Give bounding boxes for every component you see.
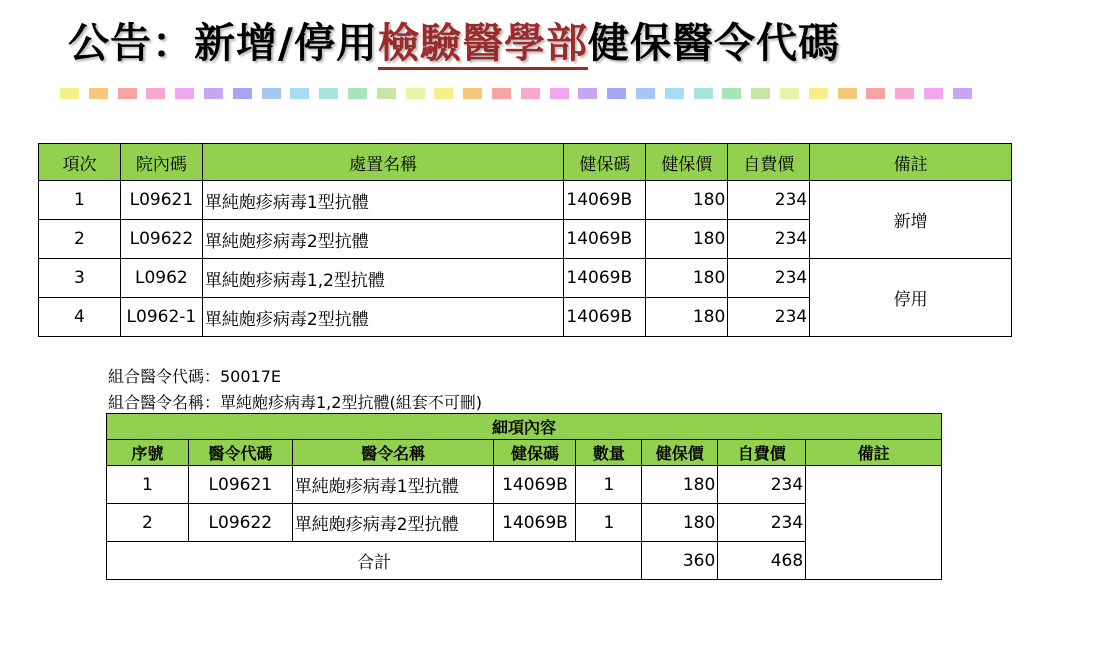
header-quantity: 數量 xyxy=(576,440,642,466)
order-change-table xyxy=(38,143,1012,337)
decorative-square xyxy=(319,88,338,99)
order-code: L09622 xyxy=(188,504,292,542)
item-no: 1 xyxy=(39,181,121,220)
decorative-square xyxy=(607,88,626,99)
remark-cell: 停用 xyxy=(810,259,1012,337)
title-prefix: 公告：新增/停用 xyxy=(68,19,378,67)
seq-no: 1 xyxy=(107,466,189,504)
decorative-square xyxy=(809,88,828,99)
hospital-code: L0962 xyxy=(120,259,202,298)
decorative-square xyxy=(866,88,885,99)
decorative-dot-strip xyxy=(60,88,972,100)
total-label: 合計 xyxy=(107,542,642,580)
decorative-square xyxy=(492,88,511,99)
quantity: 1 xyxy=(576,466,642,504)
decorative-square xyxy=(406,88,425,99)
nhi-code: 14069B xyxy=(564,181,646,220)
header-nhi-price: 健保價 xyxy=(646,144,728,181)
decorative-square xyxy=(953,88,972,99)
header-order-code: 醫令代碼 xyxy=(188,440,292,466)
title-highlight: 檢驗醫學部 xyxy=(378,19,588,70)
nhi-price: 180 xyxy=(642,504,718,542)
procedure-name: 單純皰疹病毒1型抗體 xyxy=(202,181,564,220)
remark-cell xyxy=(806,466,942,580)
quantity: 1 xyxy=(576,504,642,542)
decorative-square xyxy=(751,88,770,99)
table-row xyxy=(39,259,1012,298)
header-remark: 備註 xyxy=(806,440,942,466)
header-self-price: 自費價 xyxy=(718,440,806,466)
decorative-square xyxy=(636,88,655,99)
decorative-square xyxy=(521,88,540,99)
combo-detail-table xyxy=(106,413,942,580)
header-item-no: 項次 xyxy=(39,144,121,181)
self-price: 234 xyxy=(728,298,810,337)
nhi-code: 14069B xyxy=(494,504,576,542)
decorative-square xyxy=(895,88,914,99)
nhi-code: 14069B xyxy=(564,298,646,337)
decorative-square xyxy=(463,88,482,99)
header-nhi-price: 健保價 xyxy=(642,440,718,466)
decorative-square xyxy=(290,88,309,99)
decorative-square xyxy=(118,88,137,99)
procedure-name: 單純皰疹病毒2型抗體 xyxy=(202,220,564,259)
header-hospital-code: 院內碼 xyxy=(120,144,202,181)
order-code: L09621 xyxy=(188,466,292,504)
nhi-code: 14069B xyxy=(494,466,576,504)
hospital-code: L09622 xyxy=(120,220,202,259)
decorative-square xyxy=(146,88,165,99)
item-no: 4 xyxy=(39,298,121,337)
header-nhi-code: 健保碼 xyxy=(494,440,576,466)
header-procedure-name: 處置名稱 xyxy=(202,144,564,181)
seq-no: 2 xyxy=(107,504,189,542)
table-header-row xyxy=(39,144,1012,181)
self-price: 234 xyxy=(718,504,806,542)
remark-cell: 新增 xyxy=(810,181,1012,259)
title-suffix: 健保醫令代碼 xyxy=(587,19,840,67)
decorative-square xyxy=(665,88,684,99)
combo-code-line: 組合醫令代碼：50017E xyxy=(108,367,282,386)
combo-name-line: 組合醫令名稱：單純皰疹病毒1,2型抗體(組套不可刪) xyxy=(108,393,482,412)
nhi-price: 180 xyxy=(646,220,728,259)
decorative-square xyxy=(578,88,597,99)
decorative-square xyxy=(550,88,569,99)
self-price: 234 xyxy=(728,220,810,259)
decorative-square xyxy=(262,88,281,99)
nhi-price: 180 xyxy=(646,298,728,337)
total-self-price: 468 xyxy=(718,542,806,580)
hospital-code: L0962-1 xyxy=(120,298,202,337)
decorative-square xyxy=(60,88,79,99)
nhi-price: 180 xyxy=(646,259,728,298)
nhi-price: 180 xyxy=(646,181,728,220)
decorative-square xyxy=(722,88,741,99)
header-remark: 備註 xyxy=(810,144,1012,181)
decorative-square xyxy=(204,88,223,99)
decorative-square xyxy=(924,88,943,99)
item-no: 3 xyxy=(39,259,121,298)
table-row xyxy=(107,466,942,504)
table-caption-row xyxy=(107,414,942,440)
header-seq-no: 序號 xyxy=(107,440,189,466)
decorative-square xyxy=(233,88,252,99)
header-self-price: 自費價 xyxy=(728,144,810,181)
order-name: 單純皰疹病毒1型抗體 xyxy=(292,466,494,504)
procedure-name: 單純皰疹病毒1,2型抗體 xyxy=(202,259,564,298)
decorative-square xyxy=(838,88,857,99)
nhi-code: 14069B xyxy=(564,220,646,259)
decorative-square xyxy=(89,88,108,99)
nhi-price: 180 xyxy=(642,466,718,504)
decorative-square xyxy=(377,88,396,99)
total-nhi-price: 360 xyxy=(642,542,718,580)
self-price: 234 xyxy=(718,466,806,504)
page-title xyxy=(68,10,840,70)
decorative-square xyxy=(348,88,367,99)
procedure-name: 單純皰疹病毒2型抗體 xyxy=(202,298,564,337)
header-order-name: 醫令名稱 xyxy=(292,440,494,466)
decorative-square xyxy=(434,88,453,99)
detail-caption: 細項內容 xyxy=(107,414,942,440)
self-price: 234 xyxy=(728,181,810,220)
header-nhi-code: 健保碼 xyxy=(564,144,646,181)
order-name: 單純皰疹病毒2型抗體 xyxy=(292,504,494,542)
table-header-row xyxy=(107,440,942,466)
decorative-square xyxy=(780,88,799,99)
table-row xyxy=(39,181,1012,220)
nhi-code: 14069B xyxy=(564,259,646,298)
decorative-square xyxy=(175,88,194,99)
hospital-code: L09621 xyxy=(120,181,202,220)
decorative-square xyxy=(694,88,713,99)
item-no: 2 xyxy=(39,220,121,259)
self-price: 234 xyxy=(728,259,810,298)
